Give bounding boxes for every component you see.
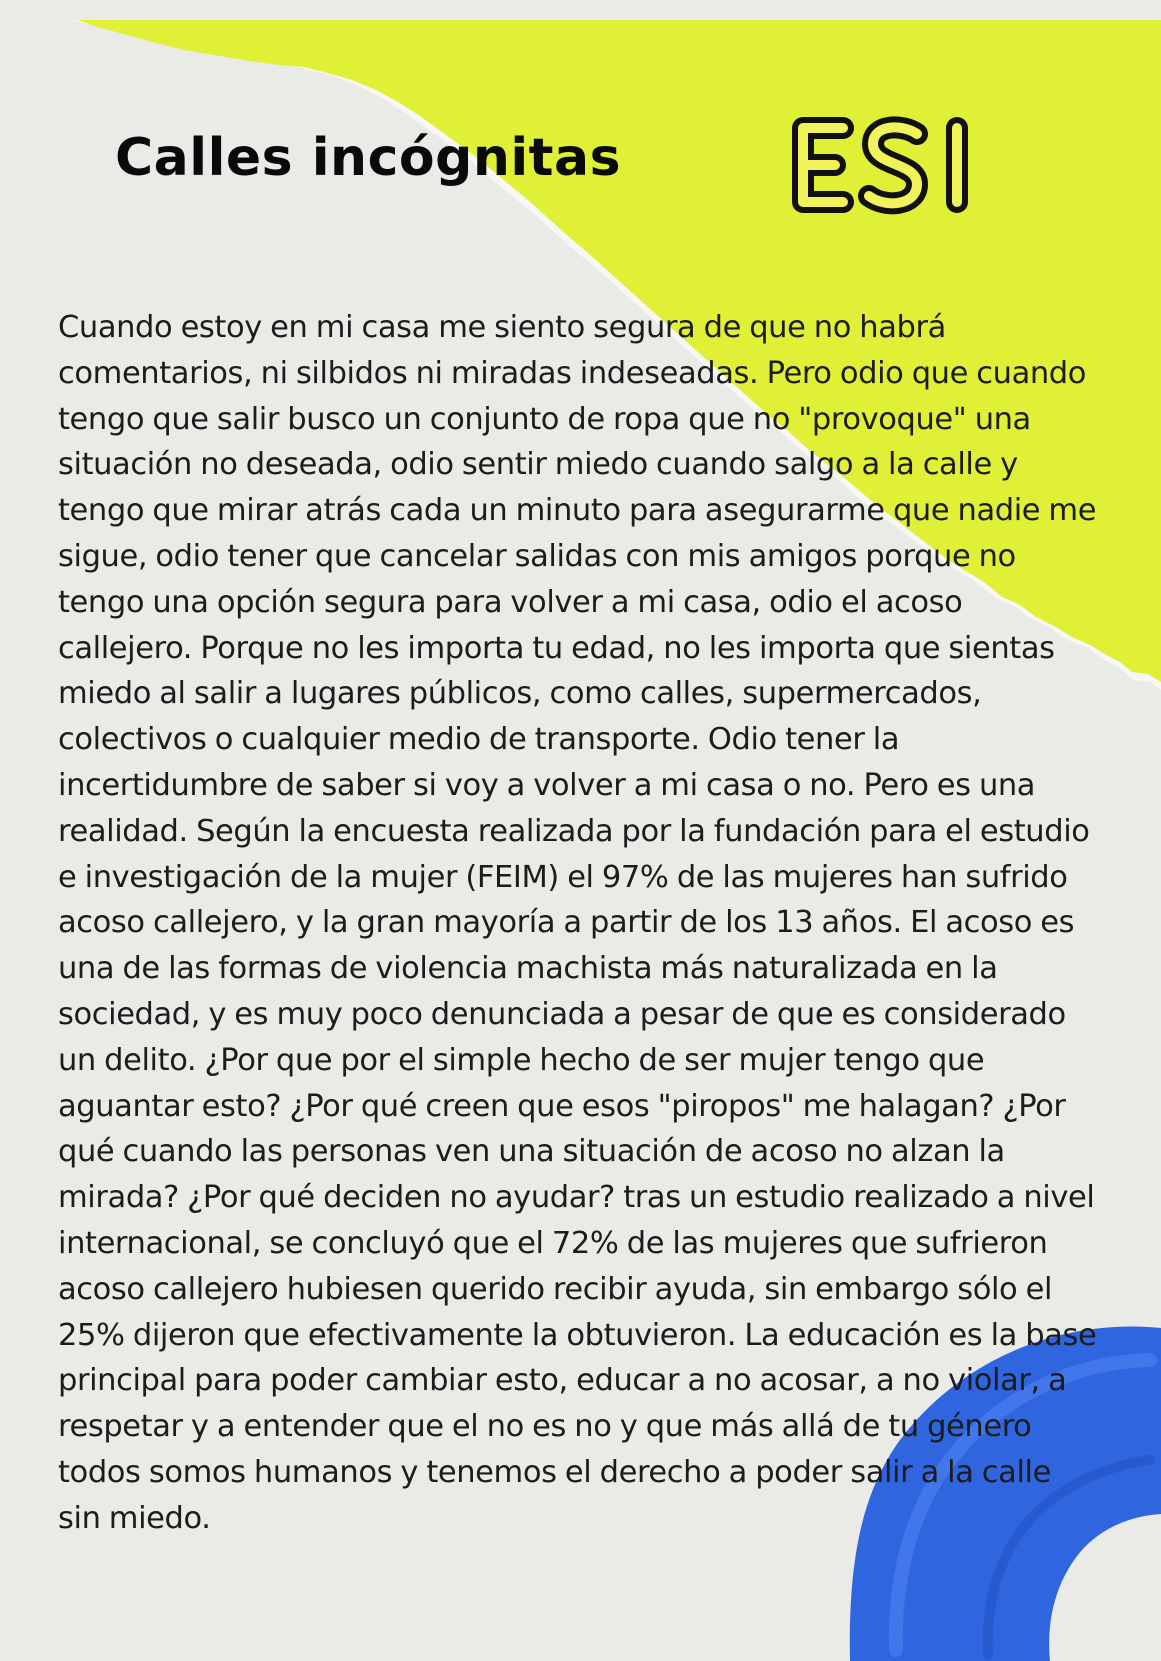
page-title: Calles incógnitas (115, 128, 622, 188)
article-body: Cuando estoy en mi casa me siento segura de que no habrá comentarios, ni silbidos ni miradas indeseadas. Pero odio que cuando tengo que salir busco un conjunto de ropa que no "provoque" una situación no deseada, odio sentir miedo cuando salgo a la calle y tengo que mirar atrás cada un minuto para asegurarme que nadie me sigue, odio tener que cancelar salidas con mis amigos porque no tengo una opción segura para volver a mi casa, odio el acoso callejero. Porque no les importa tu edad, no les importa que sientas miedo al salir a lugares públicos, como calles, supermercados, colectivos o cualquier medio de transporte. Odio tener la incertidumbre de saber si voy a volver a mi casa o no. Pero es una realidad. Según la encuesta realizada por la fundación para el estudio e investigación de la mujer (FEIM) el 97% de las mujeres han sufrido acoso callejero, y la gran mayoría a partir de los 13 años. El acoso es una de las formas de violencia machista más naturalizada en la sociedad, y es muy poco denunciada a pesar de que es considerado un delito. ¿Por que por el simple hecho de ser mujer tengo que aguantar esto? ¿Por qué creen que esos "piropos" me halagan? ¿Por qué cuando las personas ven una situación de acoso no alzan la mirada? ¿Por qué deciden no ayudar? tras un estudio realizado a nivel internacional, se concluyó que el 72% de las mujeres que sufrieron acoso callejero hubiesen querido recibir ayuda, sin embargo sólo el 25% dijeron que efectivamente la obtuvieron. La educación es la base principal para poder cambiar esto, educar a no acosar, a no violar, a respetar y a entender que el no es no y que más allá de tu género todos somos humanos y tenemos el derecho a poder salir a la calle sin miedo. (58, 310, 1097, 1536)
esi-logo (785, 110, 1005, 220)
